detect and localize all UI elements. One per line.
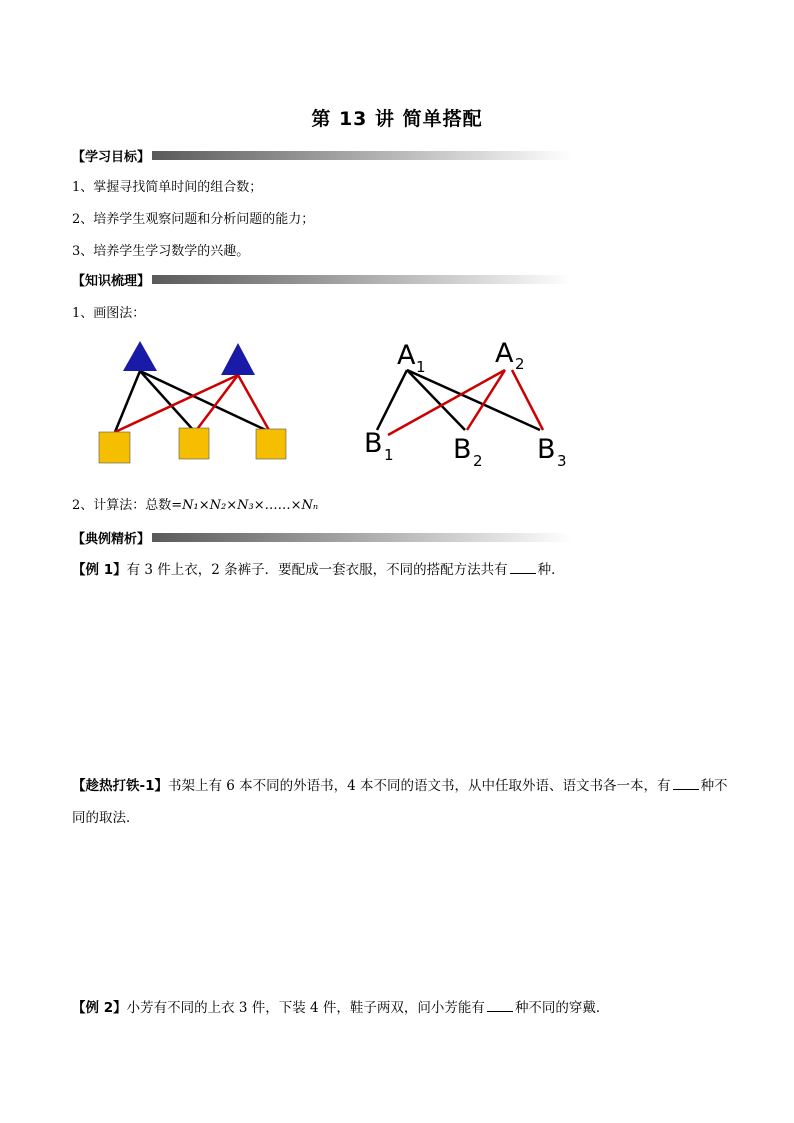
answer-blank[interactable] [673,777,699,790]
section-header-goals [72,146,572,164]
black-line [377,370,407,430]
practice-1 [72,770,732,834]
subscript: 2 [473,452,483,470]
letter: A [397,340,416,371]
subscript: 2 [515,355,525,373]
section-bar [152,151,572,160]
letters-matching-diagram [355,330,585,475]
red-line [115,375,238,432]
subscript: 3 [557,452,567,470]
black-line [140,371,270,432]
section-label: 【学习目标】 [72,149,151,165]
label-b3 [537,434,567,470]
letter: B [537,434,556,465]
triangle-icon [123,341,157,371]
letter: B [453,434,472,465]
section-header-knowledge [72,270,572,288]
example-text: 有 3 件上衣，2 条裤子．要配成一套衣服，不同的搭配方法共有 [126,562,508,578]
square-icon [256,429,286,459]
example-text: 书架上有 6 本不同的外语书，4 本不同的语文书，从中任取外语、语文书各一本，有 [168,778,671,794]
example-tag: 【例 2】 [72,1000,127,1016]
example-2 [72,992,732,1024]
example-1 [72,554,732,586]
letter: A [495,338,514,369]
method-calculation [72,494,318,513]
example-tag: 【例 1】 [72,562,127,578]
shapes-matching-diagram [90,335,300,470]
red-line [195,375,238,432]
example-tail: 种． [537,562,565,578]
example-tag: 【趁热打铁-1】 [72,778,168,794]
answer-blank[interactable] [510,561,536,574]
section-label: 【典例精析】 [72,531,151,547]
method-drawing: 1、画图法： [72,306,146,321]
example-tail: 种不同的穿戴． [514,1000,610,1016]
label-a1 [397,340,426,376]
square-icon [99,432,130,463]
example-tail: 种不同的取法． [72,778,728,826]
example-text: 小芳有不同的上衣 3 件，下装 4 件，鞋子两双，问小芳能有 [126,1000,485,1016]
product-formula: N₁×N₂×N₃×……×Nₙ [182,498,319,513]
method-calculation-prefix: 2、计算法：总数= [72,498,183,513]
letter: B [364,428,383,459]
square-icon [179,428,209,459]
triangle-icon [221,343,255,375]
page-title: 第 13 讲 简单搭配 [311,108,483,130]
goal-item: 3、培养学生学习数学的兴趣。 [72,244,250,259]
black-line [140,371,195,432]
subscript: 1 [416,358,426,376]
section-bar [152,533,572,542]
section-bar [152,275,572,284]
red-line [512,370,543,430]
label-b2 [453,434,483,470]
red-line [388,370,505,435]
answer-blank[interactable] [487,999,513,1012]
goal-item: 2、培养学生观察问题和分析问题的能力； [72,212,315,227]
subscript: 1 [384,446,394,464]
section-label: 【知识梳理】 [72,273,151,289]
goal-item: 1、掌握寻找简单时间的组合数； [72,180,263,195]
section-header-examples [72,528,572,546]
label-a2 [495,338,525,373]
